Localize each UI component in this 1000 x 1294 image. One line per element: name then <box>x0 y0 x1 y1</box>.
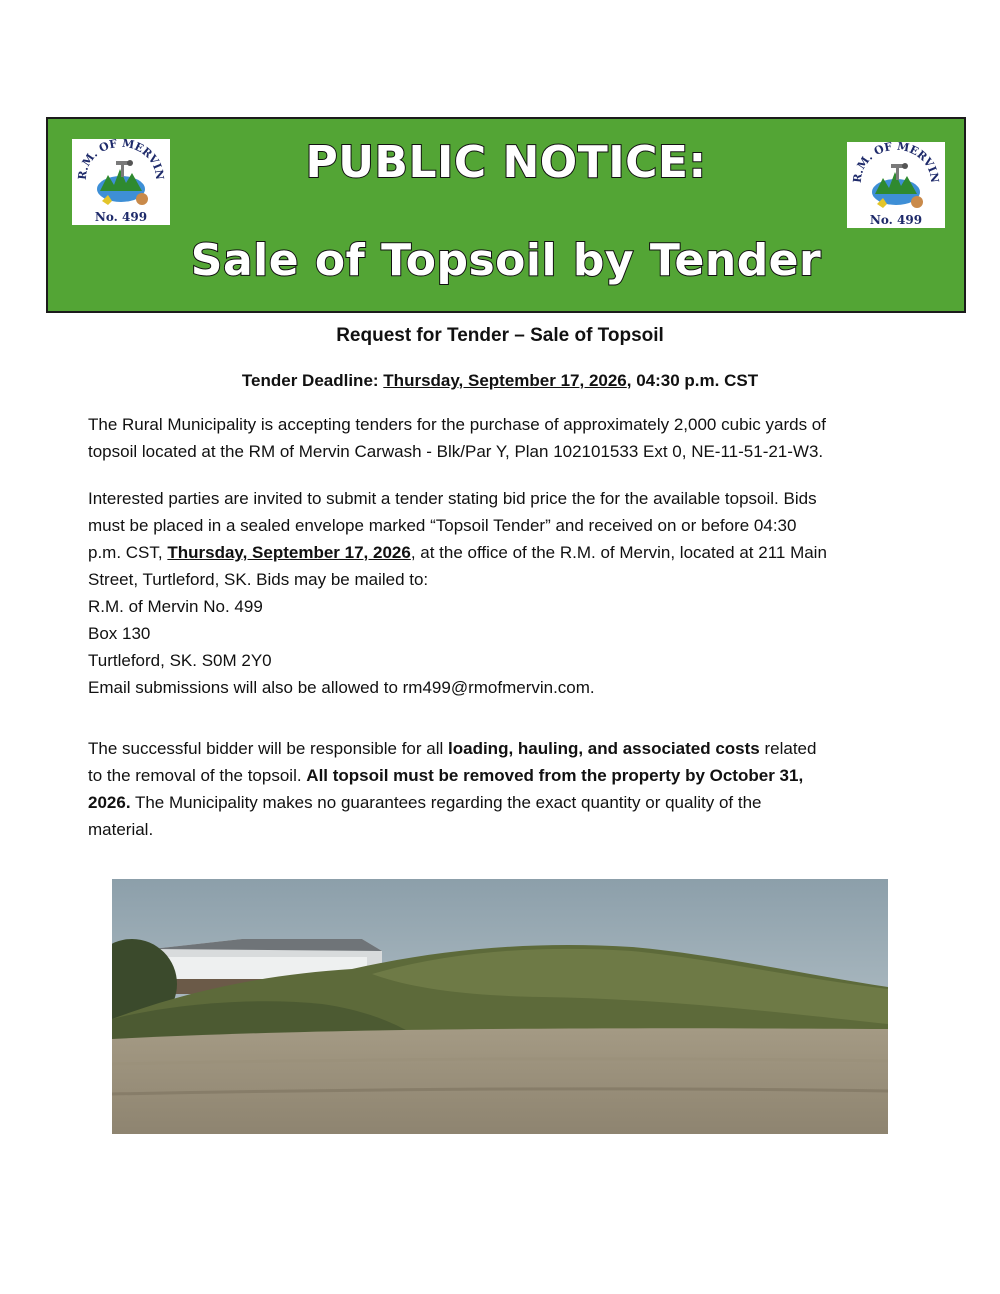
request-heading: Request for Tender – Sale of Topsoil <box>336 325 664 346</box>
text-line <box>88 539 918 566</box>
email-line: Email submissions will also be allowed to rm499@rmofmervin.com. <box>88 678 595 697</box>
bold-text: 2026. <box>88 793 131 812</box>
intro-paragraph <box>88 411 918 465</box>
text-fragment: related <box>759 739 817 758</box>
topsoil-site-photo <box>112 879 888 1134</box>
text-fragment: , at the office of the R.M. of Mervin, located at 211 Main <box>410 543 827 562</box>
text-line: The Rural Municipality is accepting tenders for the purchase of approximately 2,000 cubic yards of <box>88 415 826 434</box>
bold-text: All topsoil must be removed from the property by October 31, <box>306 766 804 785</box>
text-fragment: The successful bidder will be responsible for all <box>88 739 449 758</box>
submission-paragraph <box>88 485 918 701</box>
mailing-address-line: Box 130 <box>88 624 151 643</box>
text-fragment: to the removal of the topsoil. <box>88 766 307 785</box>
mailing-address-line: Turtleford, SK. S0M 2Y0 <box>88 651 272 670</box>
svg-text:R.M. OF MERVIN: R.M. OF MERVIN <box>850 142 942 184</box>
svg-text:R.M. OF MERVIN: R.M. OF MERVIN <box>75 139 167 181</box>
responsibility-paragraph <box>88 735 918 843</box>
deadline-time: , 04:30 p.m. CST <box>626 371 759 390</box>
text-line: must be placed in a sealed envelope marked “Topsoil Tender” and received on or before 04:30 <box>88 516 797 535</box>
mailing-address-line: R.M. of Mervin No. 499 <box>88 597 263 616</box>
tender-deadline <box>0 371 1000 391</box>
text-fragment: p.m. CST, <box>88 543 168 562</box>
text-line: Street, Turtleford, SK. Bids may be mailed to: <box>88 570 429 589</box>
notice-title: PUBLIC NOTICE: <box>305 137 707 188</box>
text-line <box>88 762 918 789</box>
bold-text: loading, hauling, and associated costs <box>448 739 760 758</box>
notice-subtitle: Sale of Topsoil by Tender <box>190 235 822 286</box>
notice-banner <box>46 117 966 313</box>
text-line: Interested parties are invited to submit a tender stating bid price the for the available topsoil. Bids <box>88 489 817 508</box>
text-line: material. <box>88 820 154 839</box>
deadline-label: Tender Deadline: <box>241 371 384 390</box>
text-line: topsoil located at the RM of Mervin Carwash - Blk/Par Y, Plan 102101533 Ext 0, NE-11-51-21-W3. <box>88 442 824 461</box>
svg-text:No. 499: No. 499 <box>94 210 148 224</box>
rm-mervin-logo <box>847 142 945 228</box>
svg-text:No. 499: No. 499 <box>869 213 923 227</box>
text-fragment: The Municipality makes no guarantees regarding the exact quantity or quality of the <box>130 793 762 812</box>
text-line <box>88 789 918 816</box>
text-line <box>88 735 918 762</box>
deadline-date: Thursday, September 17, 2026 <box>383 371 627 390</box>
deadline-date-inline: Thursday, September 17, 2026 <box>167 543 411 562</box>
